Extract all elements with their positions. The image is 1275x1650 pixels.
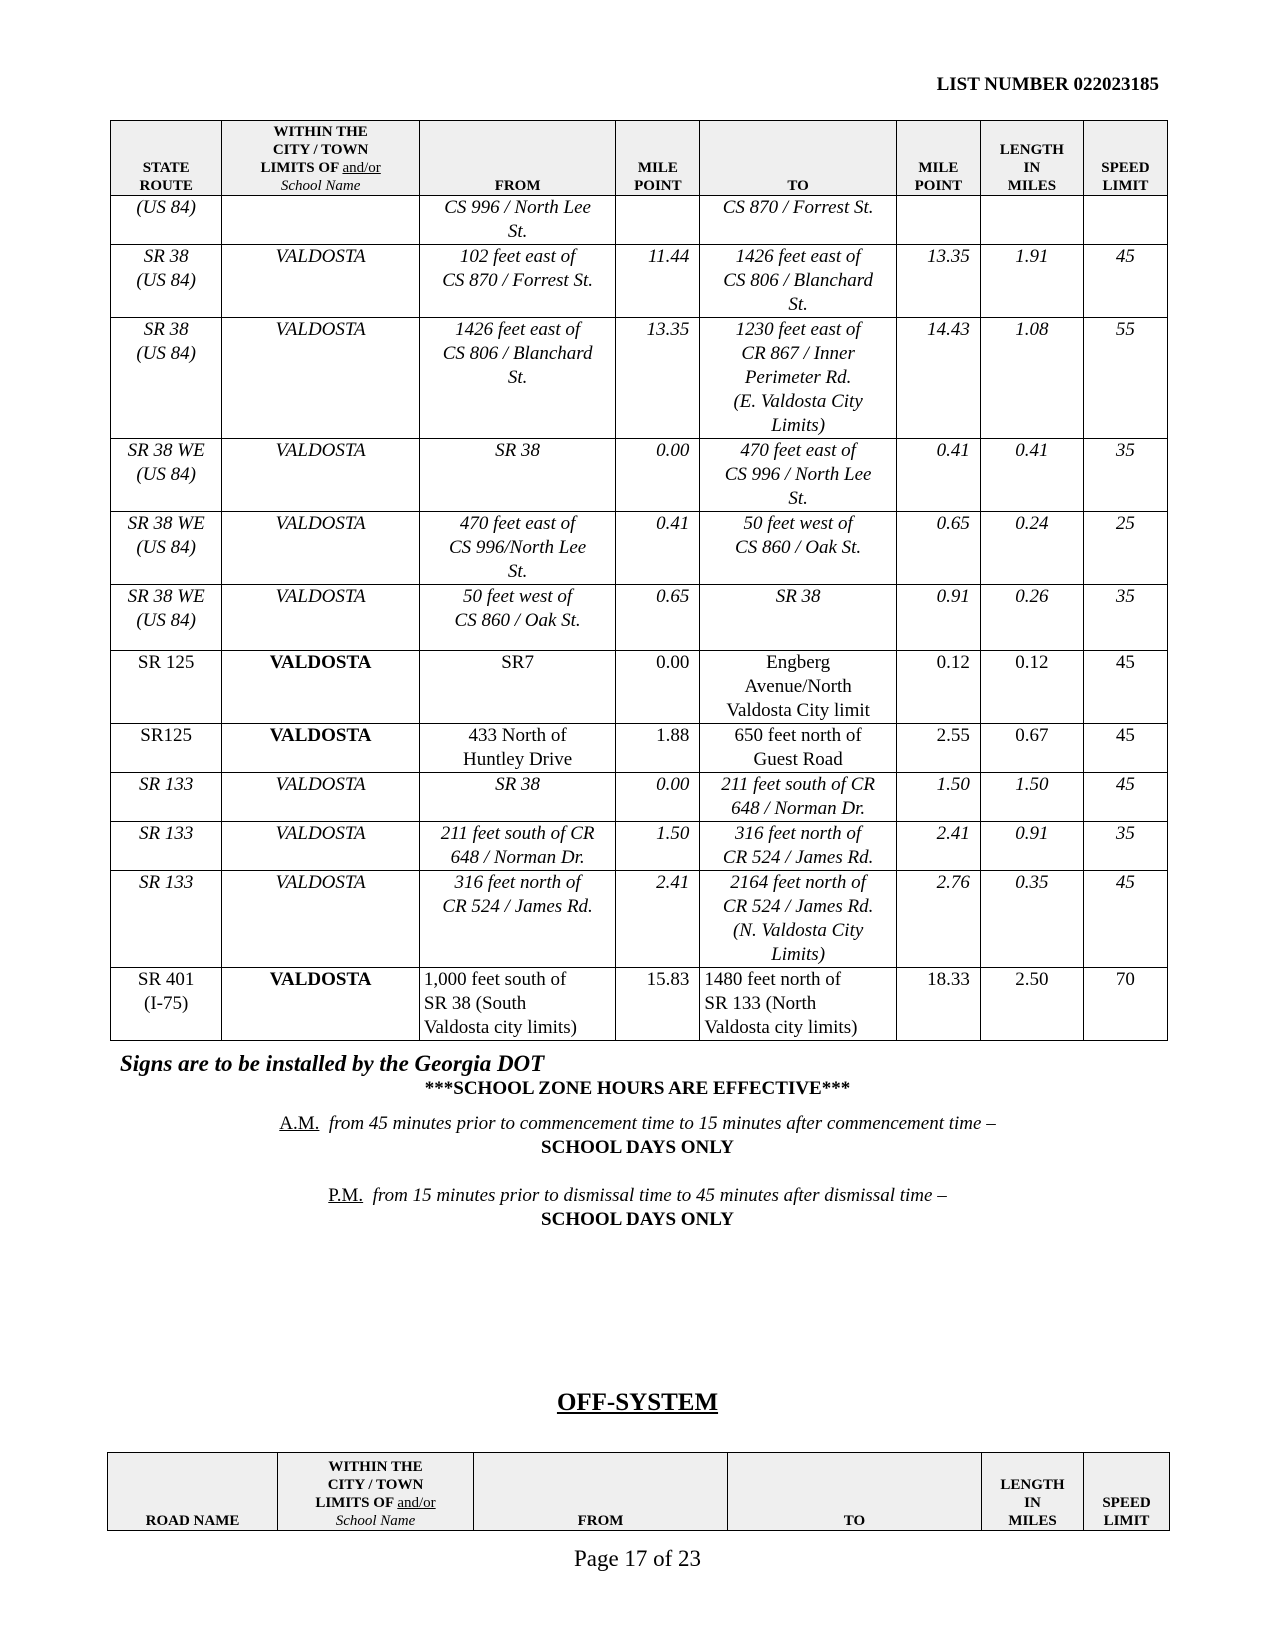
header-mile-point: MILE POINT (616, 121, 700, 196)
cell-mile-point-end: 2.55 (896, 724, 980, 773)
cell-from: 50 feet west of CS 860 / Oak St. (419, 585, 615, 651)
cell-length: 0.41 (980, 439, 1083, 512)
cell-to: 470 feet east of CS 996 / North Lee St. (700, 439, 896, 512)
page-number: Page 17 of 23 (573, 1546, 702, 1571)
am-school-days: SCHOOL DAYS ONLY (541, 1137, 734, 1158)
pm-description: from 15 minutes prior to dismissal time to 45 minutes after dismissal time – (372, 1185, 947, 1206)
cell-from: SR 38 (419, 439, 615, 512)
header-from: FROM (474, 1453, 728, 1531)
cell-from: 316 feet north of CR 524 / James Rd. (419, 871, 615, 968)
table-row (111, 512, 1168, 585)
header-length: LENGTH IN MILES (980, 121, 1083, 196)
cell-length: 1.50 (980, 773, 1083, 822)
am-hours (0, 1112, 1275, 1160)
cell-city: VALDOSTA (222, 822, 420, 871)
cell-speed-limit (1083, 196, 1167, 245)
cell-length (980, 196, 1083, 245)
pm-hours (0, 1184, 1275, 1232)
cell-mile-point-end: 0.41 (896, 439, 980, 512)
cell-mile-point-start: 2.41 (616, 871, 700, 968)
cell-to: 2164 feet north of CR 524 / James Rd. (N. Valdosta City Limits) (700, 871, 896, 968)
cell-from: SR7 (419, 651, 615, 724)
cell-length: 0.26 (980, 585, 1083, 651)
table-row (111, 724, 1168, 773)
cell-from: CS 996 / North Lee St. (419, 196, 615, 245)
table-row (111, 196, 1168, 245)
cell-mile-point-end: 0.91 (896, 585, 980, 651)
pm-label: P.M. (328, 1185, 364, 1206)
cell-length: 0.91 (980, 822, 1083, 871)
cell-length: 1.08 (980, 318, 1083, 439)
cell-to: CS 870 / Forrest St. (700, 196, 896, 245)
cell-mile-point-end: 0.12 (896, 651, 980, 724)
cell-state-route: SR 133 (111, 822, 222, 871)
table-row (111, 822, 1168, 871)
cell-speed-limit: 45 (1083, 724, 1167, 773)
cell-state-route: SR 38 WE (US 84) (111, 439, 222, 512)
cell-state-route: SR 401 (I-75) (111, 968, 222, 1041)
cell-length: 0.24 (980, 512, 1083, 585)
cell-state-route: SR125 (111, 724, 222, 773)
cell-to: 211 feet south of CR 648 / Norman Dr. (700, 773, 896, 822)
cell-speed-limit: 45 (1083, 651, 1167, 724)
on-system-table (110, 120, 1168, 1041)
cell-length: 0.12 (980, 651, 1083, 724)
cell-state-route: SR 38 WE (US 84) (111, 512, 222, 585)
cell-mile-point-end: 13.35 (896, 245, 980, 318)
cell-to: 50 feet west of CS 860 / Oak St. (700, 512, 896, 585)
table-row (111, 245, 1168, 318)
cell-mile-point-start: 1.50 (616, 822, 700, 871)
cell-city: VALDOSTA (222, 439, 420, 512)
cell-city: VALDOSTA (222, 318, 420, 439)
cell-mile-point-start: 1.88 (616, 724, 700, 773)
cell-mile-point-start: 15.83 (616, 968, 700, 1041)
signs-note: Signs are to be installed by the Georgia DOT (120, 1051, 545, 1076)
am-label: A.M. (279, 1113, 320, 1134)
cell-city: VALDOSTA (222, 773, 420, 822)
header-state-route: STATE ROUTE (111, 121, 222, 196)
cell-length: 2.50 (980, 968, 1083, 1041)
table-row (111, 773, 1168, 822)
cell-to: 1480 feet north of SR 133 (North Valdosta city limits) (700, 968, 896, 1041)
cell-from: SR 38 (419, 773, 615, 822)
cell-city (222, 196, 420, 245)
cell-mile-point-start (616, 196, 700, 245)
header-to: TO (700, 121, 896, 196)
cell-from: 1,000 feet south of SR 38 (South Valdosta city limits) (419, 968, 615, 1041)
off-table-header-row (108, 1453, 1170, 1531)
list-number: LIST NUMBER 022023185 (936, 74, 1159, 95)
header-to: TO (728, 1453, 982, 1531)
cell-from: 211 feet south of CR 648 / Norman Dr. (419, 822, 615, 871)
cell-to: SR 38 (700, 585, 896, 651)
cell-city: VALDOSTA (222, 585, 420, 651)
cell-speed-limit: 45 (1083, 871, 1167, 968)
cell-mile-point-start: 11.44 (616, 245, 700, 318)
cell-state-route: SR 125 (111, 651, 222, 724)
cell-speed-limit: 45 (1083, 245, 1167, 318)
cell-city: VALDOSTA (222, 968, 420, 1041)
header-road-name: ROAD NAME (108, 1453, 278, 1531)
cell-city: VALDOSTA (222, 245, 420, 318)
cell-to: Engberg Avenue/North Valdosta City limit (700, 651, 896, 724)
cell-from: 470 feet east of CS 996/North Lee St. (419, 512, 615, 585)
table-body (111, 196, 1168, 1041)
cell-mile-point-end: 18.33 (896, 968, 980, 1041)
table-row (111, 871, 1168, 968)
cell-mile-point-start: 0.00 (616, 439, 700, 512)
cell-state-route: SR 38 (US 84) (111, 318, 222, 439)
cell-speed-limit: 45 (1083, 773, 1167, 822)
cell-to: 650 feet north of Guest Road (700, 724, 896, 773)
cell-state-route: SR 38 WE (US 84) (111, 585, 222, 651)
cell-mile-point-start: 13.35 (616, 318, 700, 439)
cell-speed-limit: 35 (1083, 439, 1167, 512)
table-row (111, 968, 1168, 1041)
header-within-city: WITHIN THE CITY / TOWN LIMITS OF and/or School Name (278, 1453, 474, 1531)
table-header-row (111, 121, 1168, 196)
cell-to: 1426 feet east of CS 806 / Blanchard St. (700, 245, 896, 318)
cell-mile-point-end: 14.43 (896, 318, 980, 439)
cell-mile-point-end: 1.50 (896, 773, 980, 822)
header-from: FROM (419, 121, 615, 196)
cell-to: 1230 feet east of CR 867 / Inner Perimeter Rd. (E. Valdosta City Limits) (700, 318, 896, 439)
header-speed-limit: SPEED LIMIT (1083, 121, 1167, 196)
cell-speed-limit: 35 (1083, 822, 1167, 871)
cell-speed-limit: 25 (1083, 512, 1167, 585)
off-system-title: OFF-SYSTEM (556, 1389, 719, 1416)
header-speed-limit: SPEED LIMIT (1084, 1453, 1170, 1531)
cell-length: 0.35 (980, 871, 1083, 968)
cell-state-route: SR 38 (US 84) (111, 245, 222, 318)
cell-mile-point-start: 0.00 (616, 651, 700, 724)
table-row (111, 439, 1168, 512)
cell-state-route: (US 84) (111, 196, 222, 245)
cell-state-route: SR 133 (111, 871, 222, 968)
table-row (111, 318, 1168, 439)
cell-mile-point-start: 0.00 (616, 773, 700, 822)
cell-city: VALDOSTA (222, 512, 420, 585)
cell-mile-point-end: 0.65 (896, 512, 980, 585)
school-zone-title: ***SCHOOL ZONE HOURS ARE EFFECTIVE*** (424, 1078, 851, 1099)
pm-school-days: SCHOOL DAYS ONLY (541, 1209, 734, 1230)
table-row (111, 651, 1168, 724)
cell-mile-point-end: 2.76 (896, 871, 980, 968)
table-row (111, 585, 1168, 651)
header-within-city: WITHIN THE CITY / TOWN LIMITS OF and/or School Name (222, 121, 420, 196)
cell-city: VALDOSTA (222, 651, 420, 724)
cell-speed-limit: 70 (1083, 968, 1167, 1041)
header-length: LENGTH IN MILES (982, 1453, 1084, 1531)
cell-mile-point-end: 2.41 (896, 822, 980, 871)
cell-from: 102 feet east of CS 870 / Forrest St. (419, 245, 615, 318)
header-mile-point-end: MILE POINT (896, 121, 980, 196)
cell-to: 316 feet north of CR 524 / James Rd. (700, 822, 896, 871)
cell-from: 1426 feet east of CS 806 / Blanchard St. (419, 318, 615, 439)
cell-city: VALDOSTA (222, 871, 420, 968)
cell-mile-point-start: 0.65 (616, 585, 700, 651)
cell-mile-point-end (896, 196, 980, 245)
off-system-table (107, 1452, 1170, 1531)
cell-mile-point-start: 0.41 (616, 512, 700, 585)
cell-state-route: SR 133 (111, 773, 222, 822)
cell-from: 433 North of Huntley Drive (419, 724, 615, 773)
cell-length: 1.91 (980, 245, 1083, 318)
am-description: from 45 minutes prior to commencement time to 15 minutes after commencement time – (328, 1113, 996, 1134)
cell-speed-limit: 55 (1083, 318, 1167, 439)
cell-speed-limit: 35 (1083, 585, 1167, 651)
cell-length: 0.67 (980, 724, 1083, 773)
cell-city: VALDOSTA (222, 724, 420, 773)
